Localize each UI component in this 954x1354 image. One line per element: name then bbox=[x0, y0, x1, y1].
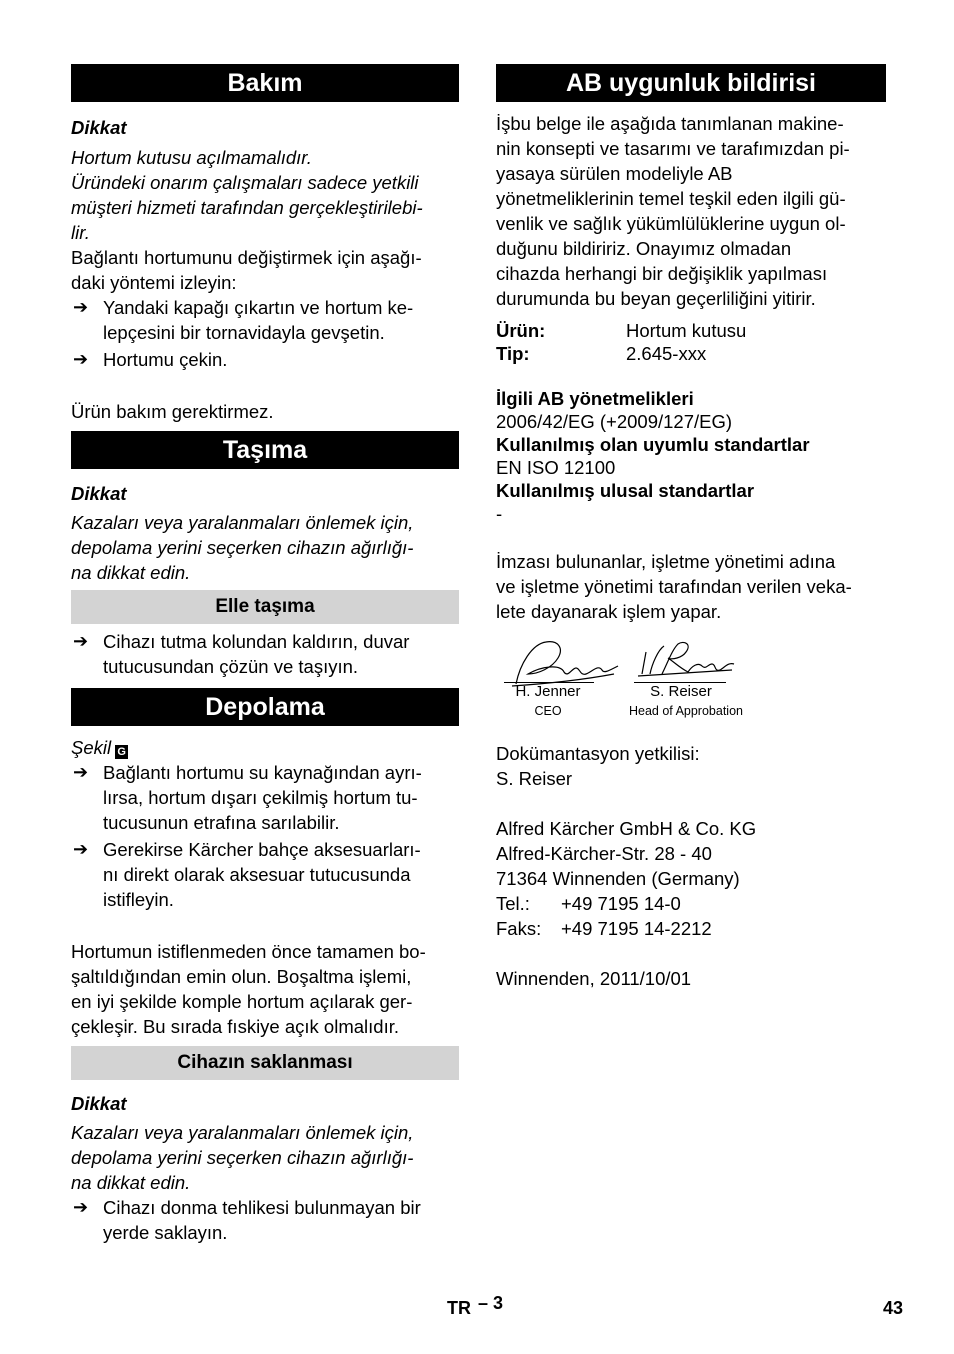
signer2-role: Head of Approbation bbox=[629, 704, 743, 718]
warning-line: na dikkat edin. bbox=[71, 562, 191, 583]
signature-jenner bbox=[512, 642, 618, 686]
company-name: Alfred Kärcher GmbH & Co. KG bbox=[496, 818, 757, 839]
bullet-line: Hortumu çekin. bbox=[103, 349, 228, 370]
warning-line: lir. bbox=[71, 222, 90, 243]
company-street: Alfred-Kärcher-Str. 28 - 40 bbox=[496, 843, 712, 864]
product-row bbox=[496, 319, 886, 342]
tel-value: +49 7195 14-0 bbox=[561, 893, 681, 914]
body-line: ve işletme yönetimi tarafından verilen veka- bbox=[496, 576, 852, 597]
type-label: Tip: bbox=[496, 343, 530, 364]
doc-label: Dokümantasyon yetkilisi: bbox=[496, 743, 700, 764]
heading-ab-uygunluk: AB uygunluk bildirisi bbox=[496, 64, 886, 102]
arrow-icon: ➔ bbox=[73, 631, 89, 651]
body-line: İşbu belge ile aşağıda tanımlanan makine- bbox=[496, 113, 844, 134]
bullet-item bbox=[71, 295, 459, 345]
body-line: duğunu bildiririz. Onayımız olmadan bbox=[496, 238, 792, 259]
bullet-line: nı direkt olarak aksesuar tutucusunda bbox=[103, 864, 411, 885]
fax-value: +49 7195 14-2212 bbox=[561, 918, 712, 939]
date-place: Winnenden, 2011/10/01 bbox=[496, 968, 692, 989]
warning-line: Kazaları veya yaralanmaları önlemek için, bbox=[71, 512, 414, 533]
bullet-line: lırsa, hortum dışarı çekilmiş hortum tu- bbox=[103, 787, 418, 808]
right-column bbox=[496, 64, 886, 991]
bullet-line: tutucusundan çözün ve taşıyın. bbox=[103, 656, 359, 677]
page-number: 43 bbox=[883, 1298, 904, 1318]
body-line: Bağlantı hortumunu değiştirmek için aşağı- bbox=[71, 247, 422, 268]
bullet-line: istifleyin. bbox=[103, 889, 174, 910]
signer1-role: CEO bbox=[534, 704, 562, 718]
warning-line: müşteri hizmeti tarafından gerçekleştirilebi- bbox=[71, 197, 423, 218]
tel-row bbox=[496, 891, 886, 916]
bullet-line: yerde saklayın. bbox=[103, 1222, 228, 1243]
body-line: nin konsepti ve tasarımı ve tarafımızdan pi- bbox=[496, 138, 850, 159]
warning-line: Hortum kutusu açılmamalıdır. bbox=[71, 147, 312, 168]
figure-reference bbox=[71, 735, 459, 760]
signature-block bbox=[496, 624, 886, 729]
bullet-item bbox=[71, 629, 459, 679]
national-standards-title: Kullanılmış ulusal standartlar bbox=[496, 480, 755, 501]
standards-value: EN ISO 12100 bbox=[496, 457, 616, 478]
footer-dash: – bbox=[478, 1293, 489, 1313]
bullet-line: Gerekirse Kärcher bahçe aksesuarları- bbox=[103, 839, 421, 860]
signer2-name: S. Reiser bbox=[650, 683, 712, 700]
fax-row bbox=[496, 916, 886, 941]
sekil-label: Şekil bbox=[71, 737, 112, 758]
subheading-cihazin-saklanmasi: Cihazın saklanması bbox=[71, 1046, 459, 1080]
warning-line: na dikkat edin. bbox=[71, 1172, 191, 1193]
type-row bbox=[496, 342, 886, 365]
bullet-line: Cihazı donma tehlikesi bulunmayan bir bbox=[103, 1197, 421, 1218]
arrow-icon: ➔ bbox=[73, 1197, 89, 1217]
arrow-icon: ➔ bbox=[73, 297, 89, 317]
bullet-line: Yandaki kapağı çıkartın ve hortum ke- bbox=[103, 297, 414, 318]
heading-tasima: Taşıma bbox=[71, 431, 459, 469]
body-line: Ürün bakım gerektirmez. bbox=[71, 401, 274, 422]
signer1-name: H. Jenner bbox=[515, 683, 581, 700]
bullet-item bbox=[71, 1195, 459, 1245]
footer-section-number: 3 bbox=[493, 1293, 504, 1313]
body-line: lete dayanarak işlem yapar. bbox=[496, 601, 722, 622]
warning-line: depolama yerini seçerken cihazın ağırlığı- bbox=[71, 537, 414, 558]
heading-bakim: Bakım bbox=[71, 64, 459, 102]
body-line: İmzası bulunanlar, işletme yönetimi adına bbox=[496, 551, 836, 572]
left-column bbox=[71, 64, 459, 1245]
subheading-elle-tasima: Elle taşıma bbox=[71, 590, 459, 624]
directives-value: 2006/42/EG (+2009/127/EG) bbox=[496, 411, 733, 432]
bullet-item bbox=[71, 347, 459, 372]
company-city: 71364 Winnenden (Germany) bbox=[496, 868, 740, 889]
dikkat-label: Dikkat bbox=[71, 483, 127, 504]
footer-section bbox=[447, 1293, 504, 1321]
body-line: daki yöntemi izleyin: bbox=[71, 272, 237, 293]
bullet-item bbox=[71, 837, 459, 912]
warning-line: Üründeki onarım çalışmaları sadece yetkili bbox=[71, 172, 419, 193]
figure-g-icon: G bbox=[115, 745, 128, 759]
national-standards-value: - bbox=[496, 503, 503, 524]
arrow-icon: ➔ bbox=[73, 349, 89, 369]
body-line: Hortumun istiflenmeden önce tamamen bo- bbox=[71, 941, 426, 962]
body-line: venlik ve sağlık yükümlülüklerine uygun ol- bbox=[496, 213, 846, 234]
warning-line: depolama yerini seçerken cihazın ağırlığı- bbox=[71, 1147, 414, 1168]
bullet-line: Cihazı tutma kolundan kaldırın, duvar bbox=[103, 631, 410, 652]
body-line: yönetmeliklerinin temel teşkil eden ilgili gü- bbox=[496, 188, 846, 209]
body-line: en iyi şekilde komple hortum açılarak ger- bbox=[71, 991, 413, 1012]
tel-label: Tel.: bbox=[496, 893, 530, 914]
fax-label: Faks: bbox=[496, 918, 542, 939]
dikkat-label: Dikkat bbox=[71, 117, 127, 138]
arrow-icon: ➔ bbox=[73, 762, 89, 782]
standards-title: Kullanılmış olan uyumlu standartlar bbox=[496, 434, 810, 455]
body-line: şaltıldığından emin olun. Boşaltma işlemi, bbox=[71, 966, 412, 987]
bullet-item bbox=[71, 760, 459, 835]
bullet-line: lepçesini bir tornavidayla gevşetin. bbox=[103, 322, 385, 343]
doc-name: S. Reiser bbox=[496, 768, 573, 789]
heading-depolama: Depolama bbox=[71, 688, 459, 726]
body-line: durumunda bu beyan geçerliliğini yitirir. bbox=[496, 288, 816, 309]
signature-reiser bbox=[638, 642, 734, 676]
type-value: 2.645-xxx bbox=[626, 343, 707, 364]
body-line: yasaya sürülen modeliyle AB bbox=[496, 163, 733, 184]
body-line: cihazda herhangi bir değişiklik yapılması bbox=[496, 263, 828, 284]
product-label: Ürün: bbox=[496, 320, 546, 341]
body-line: çekleşir. Bu sırada fıskiye açık olmalıdır. bbox=[71, 1016, 399, 1037]
directives-title: İlgili AB yönetmelikleri bbox=[496, 388, 694, 409]
product-value: Hortum kutusu bbox=[626, 320, 747, 341]
warning-line: Kazaları veya yaralanmaları önlemek için, bbox=[71, 1122, 414, 1143]
dikkat-label: Dikkat bbox=[71, 1093, 127, 1114]
bullet-line: tucusunun etrafına sarılabilir. bbox=[103, 812, 340, 833]
bullet-line: Bağlantı hortumu su kaynağından ayrı- bbox=[103, 762, 422, 783]
arrow-icon: ➔ bbox=[73, 839, 89, 859]
footer-lang: TR bbox=[447, 1298, 471, 1318]
